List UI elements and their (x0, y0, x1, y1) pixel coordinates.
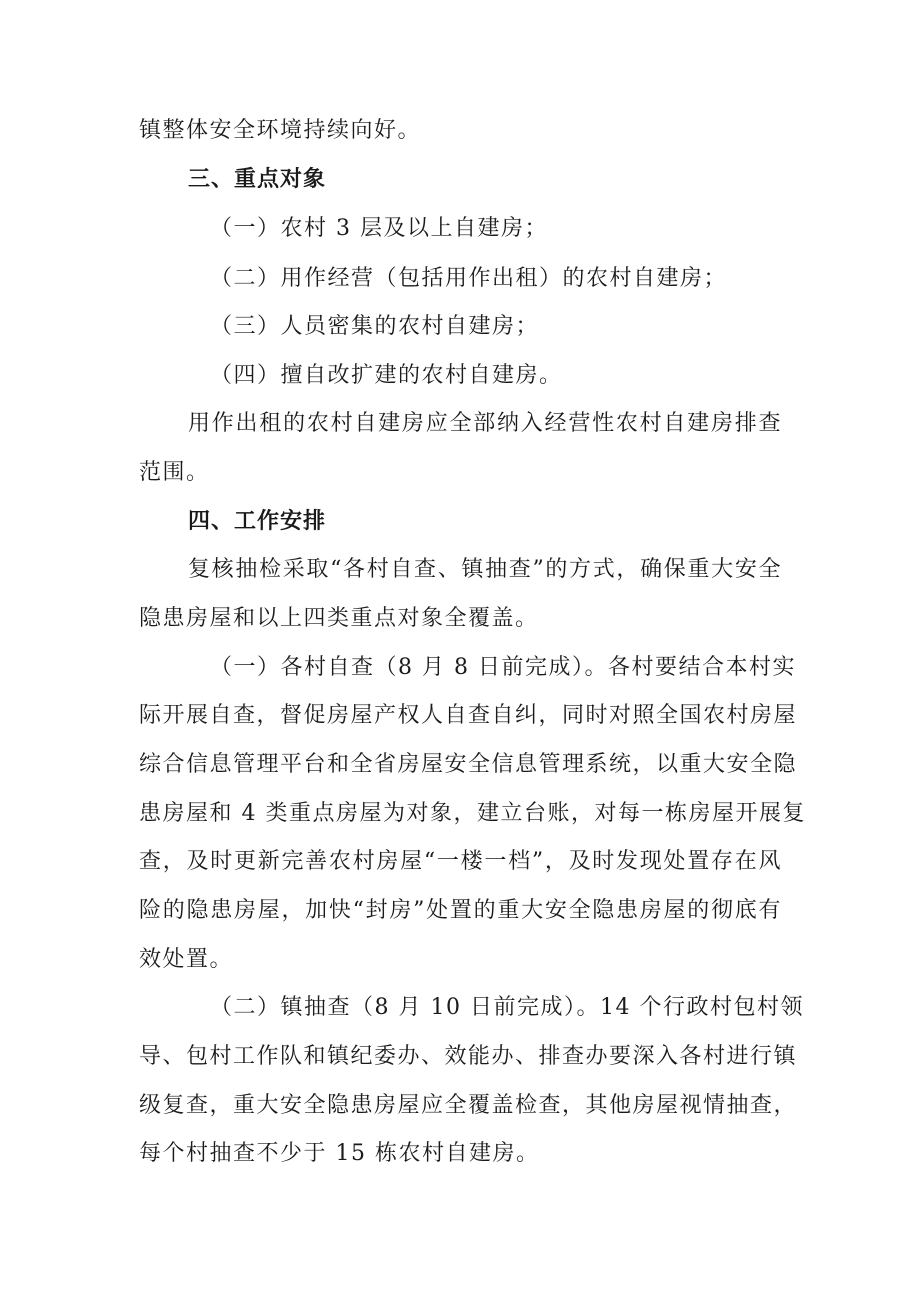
para1-line-7: 效处置。 (139, 947, 234, 972)
body-line-5: 隐患房屋和以上四类重点对象全覆盖。 (139, 606, 539, 631)
para1-line-6: 险的隐患房屋，加快“封房”处置的重大安全隐患房屋的彻底有 (139, 898, 782, 923)
para1-line-5: 查，及时更新完善农村房屋“一楼一档”，及时发现处置存在风 (139, 849, 782, 874)
body-line-3: 范围。 (139, 460, 210, 485)
para2-line-3: 级复查，重大安全隐患房屋应全覆盖检查，其他房屋视情抽查， (139, 1093, 798, 1118)
para2-line-1: （二）镇抽查（8 月 10 日前完成）。14 个行政村包村领 (210, 995, 804, 1020)
para2-line-4: 每个村抽查不少于 15 栋农村自建房。 (139, 1141, 540, 1166)
para1-line-3: 综合信息管理平台和全省房屋安全信息管理系统，以重大安全隐 (139, 752, 798, 777)
body-line-2: 用作出租的农村自建房应全部纳入经营性农村自建房排查 (188, 411, 782, 436)
para1-line-4: 患房屋和 4 类重点房屋为对象，建立台账，对每一栋房屋开展复 (139, 801, 806, 826)
para1-line-1: （一）各村自查（8 月 8 日前完成）。各村要结合本村实 (210, 655, 796, 680)
list-item-3: （三）人员密集的农村自建房； (210, 314, 540, 339)
section-heading-3: 三、重点对象 (188, 167, 327, 192)
para1-line-2: 际开展自查，督促房屋产权人自查自纠，同时对照全国农村房屋 (139, 703, 798, 728)
body-line-1: 镇整体安全环境持续向好。 (139, 118, 422, 143)
para2-line-2: 导、包村工作队和镇纪委办、效能办、排查办要深入各村进行镇 (139, 1044, 798, 1069)
list-item-1: （一）农村 3 层及以上自建房； (210, 216, 548, 241)
list-item-4: （四）擅自改扩建的农村自建房。 (210, 363, 563, 388)
body-line-4: 复核抽检采取“各村自查、镇抽查”的方式，确保重大安全 (188, 557, 782, 582)
list-item-2: （二）用作经营（包括用作出租）的农村自建房； (210, 266, 728, 291)
section-heading-4: 四、工作安排 (188, 509, 327, 534)
